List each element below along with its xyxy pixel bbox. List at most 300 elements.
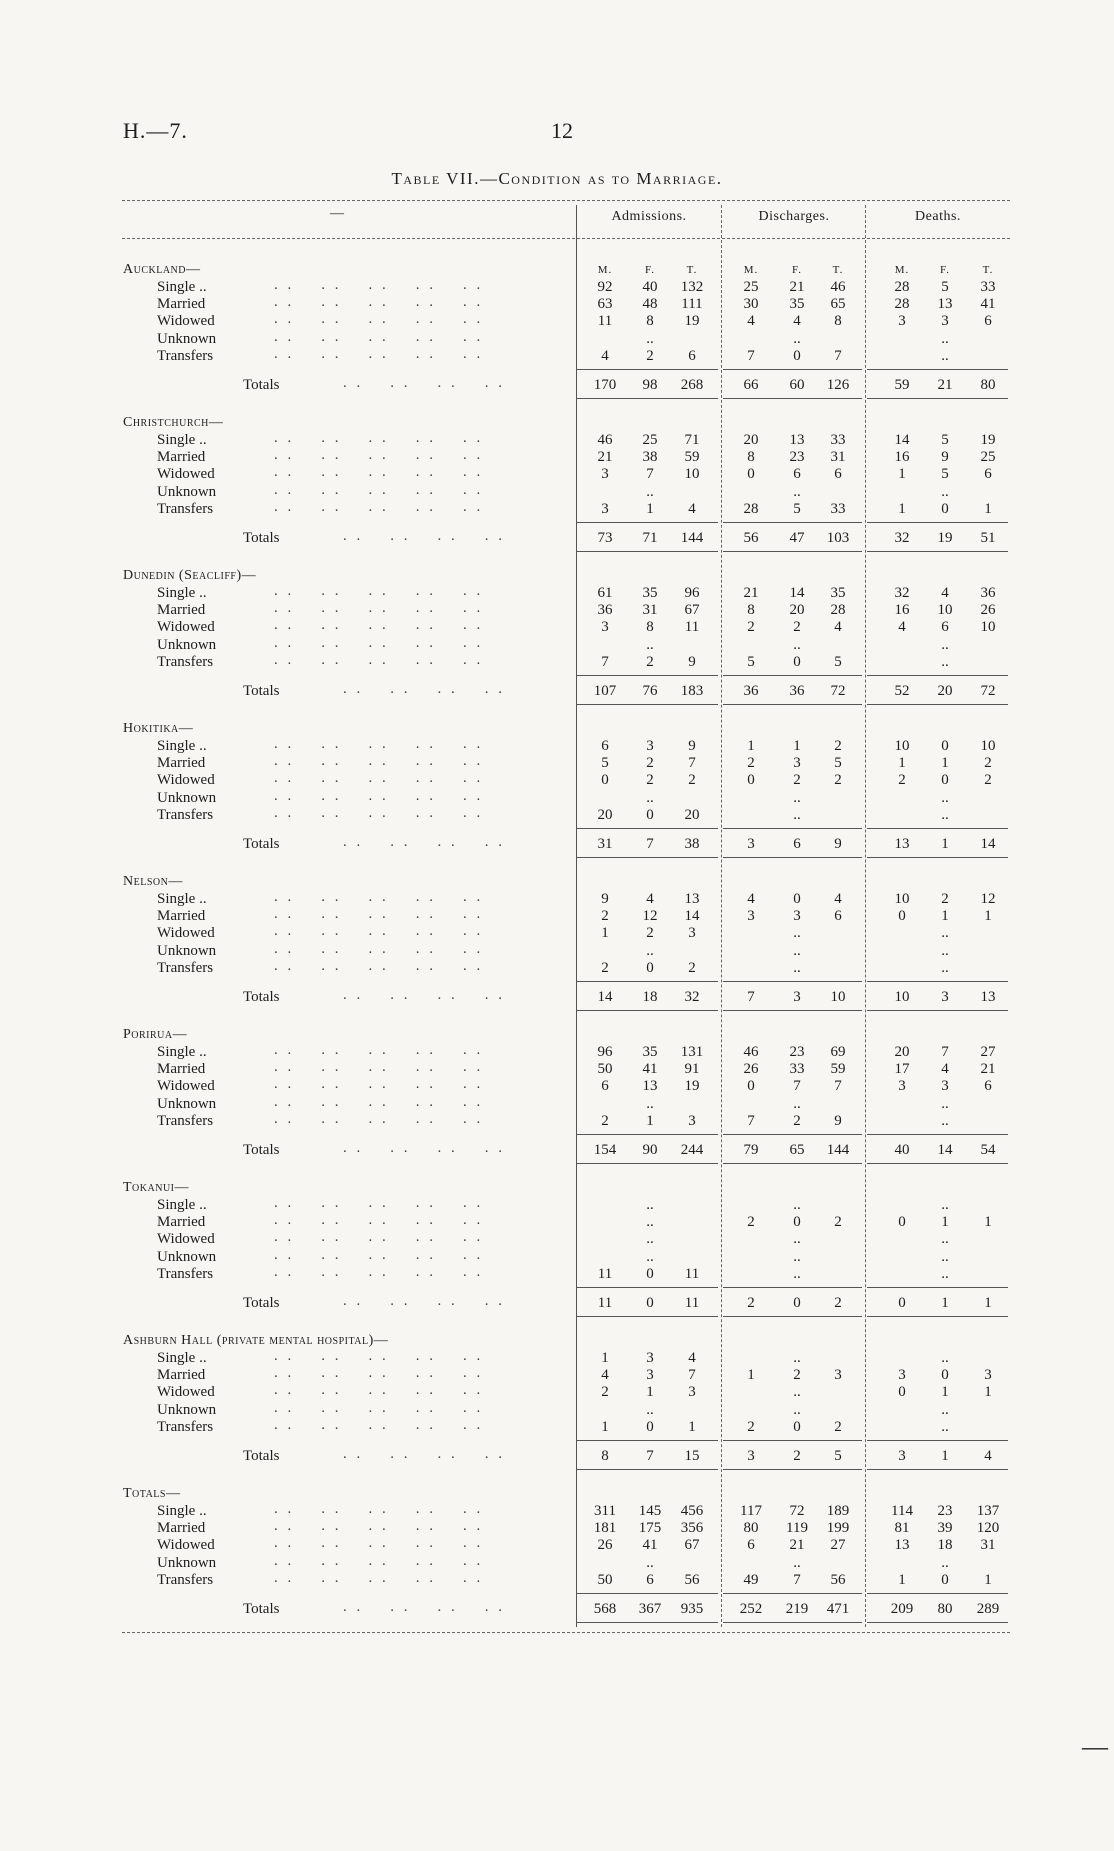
row-label: Single ..: [157, 585, 207, 601]
totals-cell: 76: [642, 683, 658, 699]
totals-cell: 367: [638, 1601, 662, 1617]
totals-rule: [577, 981, 718, 982]
table-cell: 12: [980, 891, 996, 907]
totals-rule: [577, 704, 718, 705]
totals-cell: 71: [642, 530, 658, 546]
table-cell: 30: [743, 296, 759, 313]
totals-cell: 10: [830, 989, 846, 1005]
row-label: Transfers: [157, 1112, 214, 1129]
totals-cell: 154: [593, 1142, 617, 1158]
table-cell: 6: [984, 466, 992, 483]
leader-dots: . . . . . . . .: [343, 528, 505, 544]
table-cell: 59: [830, 1061, 846, 1078]
leader-dots: . . . . . . . . . .: [274, 923, 484, 940]
row-label: Single ..: [157, 1350, 207, 1366]
totals-rule: [867, 1593, 1008, 1594]
leader-dots: . . . . . . . . . .: [274, 583, 484, 599]
table-cell: 1: [793, 738, 801, 754]
totals-cell: 72: [830, 683, 846, 699]
table-cell: 7: [601, 653, 609, 670]
row-label: Transfers: [157, 347, 214, 364]
totals-rule: [723, 522, 862, 523]
table-cell: 41: [642, 1061, 658, 1078]
table-cell: 5: [747, 653, 755, 670]
table-cell: 120: [976, 1520, 1000, 1537]
table-cell: 28: [894, 296, 910, 313]
table-cell: 6: [834, 908, 842, 925]
table-cell: 4: [688, 500, 696, 517]
totals-rule: [723, 981, 862, 982]
institution-name: Tokanui—: [123, 1180, 189, 1195]
table-cell: 10: [980, 619, 996, 636]
totals-cell: 5: [834, 1448, 842, 1464]
table-cell: 7: [646, 466, 654, 483]
totals-cell: 7: [646, 1448, 654, 1464]
totals-cell: 51: [980, 530, 996, 546]
table-cell: 2: [834, 1418, 842, 1435]
table-cell: 2: [747, 755, 755, 772]
leader-dots: . . . . . . . .: [343, 1140, 505, 1156]
table-cell: 6: [834, 466, 842, 483]
row-label: Widowed: [157, 925, 215, 942]
table-cell: 96: [597, 1044, 613, 1060]
leader-dots: . . . . . . . .: [343, 1293, 505, 1309]
table-cell: 2: [793, 1367, 801, 1384]
table-cell: 14: [894, 432, 910, 448]
table-cell: ..: [941, 1554, 949, 1571]
column-subheader: F.: [645, 264, 655, 276]
leader-dots: . . . . . . . . . .: [274, 770, 484, 787]
table-cell: 6: [688, 347, 696, 364]
totals-cell: 1: [941, 1448, 949, 1464]
table-cell: 0: [601, 772, 609, 789]
column-subheader: M.: [743, 264, 759, 276]
top-rule: [122, 200, 1010, 201]
totals-cell: 11: [597, 1295, 613, 1311]
totals-cell: 144: [680, 530, 704, 546]
row-label: Widowed: [157, 313, 215, 330]
table-cell: 0: [941, 500, 949, 517]
table-cell: 25: [980, 449, 996, 466]
leader-dots: . . . . . . . . . .: [274, 736, 484, 752]
table-cell: 19: [684, 1078, 700, 1095]
leader-dots: . . . . . . . . . .: [274, 617, 484, 634]
institution-name: Ashburn Hall (private mental hospital)—: [123, 1333, 389, 1348]
table-cell: 0: [793, 347, 801, 364]
totals-rule: [723, 398, 862, 399]
table-cell: 0: [793, 653, 801, 670]
totals-cell: 1: [941, 836, 949, 852]
table-cell: 11: [684, 619, 700, 636]
table-cell: 117: [740, 1503, 762, 1519]
row-label: Married: [157, 755, 206, 772]
table-cell: 5: [941, 466, 949, 483]
table-cell: 7: [941, 1044, 949, 1060]
leader-dots: . . . . . . . .: [343, 1599, 505, 1615]
table-cell: 35: [830, 585, 846, 601]
table-cell: 9: [601, 891, 609, 907]
table-cell: 71: [684, 432, 700, 448]
table-cell: 26: [743, 1061, 759, 1078]
totals-cell: 471: [826, 1601, 850, 1617]
table-cell: 10: [937, 602, 953, 619]
table-cell: 0: [898, 1214, 906, 1231]
totals-rule: [723, 1622, 862, 1623]
table-cell: ..: [646, 1197, 654, 1213]
totals-cell: 65: [789, 1142, 805, 1158]
totals-label: Totals: [243, 989, 280, 1005]
column-subheader: F.: [940, 264, 950, 276]
table-cell: 67: [684, 1537, 700, 1554]
table-cell: 4: [747, 313, 755, 330]
table-cell: 35: [642, 585, 658, 601]
table-cell: 7: [747, 347, 755, 364]
table-cell: 46: [597, 432, 613, 448]
leader-dots: . . . . . . . . . .: [274, 906, 484, 923]
table-cell: 189: [826, 1503, 850, 1519]
table-cell: ..: [793, 1384, 801, 1401]
table-cell: 25: [743, 279, 759, 295]
table-cell: 181: [593, 1520, 617, 1537]
totals-label: Totals: [243, 683, 280, 699]
table-cell: 4: [601, 347, 609, 364]
table-cell: ..: [793, 942, 801, 959]
totals-cell: 38: [684, 836, 700, 852]
table-cell: 12: [642, 908, 658, 925]
leader-dots: . . . . . . . . . .: [274, 294, 484, 311]
table-cell: 4: [688, 1350, 696, 1366]
table-cell: 6: [984, 1078, 992, 1095]
row-label: Transfers: [157, 1571, 214, 1588]
leader-dots: . . . . . . . . . .: [274, 634, 484, 651]
table-cell: ..: [941, 1197, 949, 1213]
table-cell: 28: [743, 500, 759, 517]
table-cell: 6: [646, 1571, 654, 1588]
table-cell: 0: [646, 1418, 654, 1435]
totals-cell: 32: [684, 989, 700, 1005]
totals-cell: 52: [894, 683, 910, 699]
totals-cell: 2: [747, 1295, 755, 1311]
table-cell: 26: [597, 1537, 613, 1554]
totals-rule: [577, 1163, 718, 1164]
table-cell: ..: [646, 330, 654, 347]
row-label: Widowed: [157, 466, 215, 483]
table-cell: 2: [793, 619, 801, 636]
totals-cell: 14: [597, 989, 613, 1005]
table-cell: ..: [793, 1095, 801, 1112]
table-cell: ..: [646, 1095, 654, 1112]
table-cell: 3: [984, 1367, 992, 1384]
table-cell: 10: [684, 466, 700, 483]
table-cell: 39: [937, 1520, 953, 1537]
table-cell: 23: [937, 1503, 953, 1519]
table-cell: ..: [646, 1401, 654, 1418]
table-cell: 27: [830, 1537, 846, 1554]
table-cell: 4: [747, 891, 755, 907]
table-cell: 63: [597, 296, 613, 313]
table-cell: ..: [941, 330, 949, 347]
table-cell: ..: [793, 789, 801, 806]
table-cell: 2: [984, 772, 992, 789]
table-cell: 65: [830, 296, 846, 313]
totals-rule: [577, 1316, 718, 1317]
totals-rule: [867, 828, 1008, 829]
totals-rule: [723, 369, 862, 370]
table-cell: 5: [601, 755, 609, 772]
totals-cell: 9: [834, 836, 842, 852]
table-cell: 59: [684, 449, 700, 466]
table-cell: ..: [941, 925, 949, 942]
totals-cell: 0: [793, 1295, 801, 1311]
table-cell: 0: [747, 466, 755, 483]
totals-cell: 15: [684, 1448, 700, 1464]
column-subheader: M.: [597, 264, 613, 276]
table-cell: 0: [793, 1418, 801, 1435]
table-cell: ..: [941, 959, 949, 976]
table-cell: 49: [743, 1571, 759, 1588]
totals-cell: 79: [743, 1142, 759, 1158]
row-label: Transfers: [157, 500, 214, 517]
table-cell: 456: [680, 1503, 704, 1519]
totals-rule: [577, 828, 718, 829]
table-cell: 28: [830, 602, 846, 619]
row-label: Married: [157, 1520, 206, 1537]
table-cell: 4: [941, 585, 949, 601]
totals-cell: 54: [980, 1142, 996, 1158]
table-cell: ..: [646, 636, 654, 653]
row-label: Widowed: [157, 619, 215, 636]
totals-rule: [867, 1010, 1008, 1011]
table-cell: 8: [646, 619, 654, 636]
row-label: Married: [157, 1367, 206, 1384]
table-cell: 0: [941, 738, 949, 754]
table-cell: ..: [646, 1214, 654, 1231]
totals-label: Totals: [243, 1295, 280, 1311]
row-label: Single ..: [157, 432, 207, 448]
totals-cell: 3: [747, 836, 755, 852]
row-label: Unknown: [157, 483, 217, 500]
table-cell: 7: [834, 1078, 842, 1095]
row-label: Widowed: [157, 1537, 215, 1554]
table-cell: 1: [898, 755, 906, 772]
table-cell: ..: [941, 789, 949, 806]
table-cell: 1: [941, 1384, 949, 1401]
table-cell: ..: [793, 330, 801, 347]
table-cell: 3: [688, 1112, 696, 1129]
table-cell: 92: [597, 279, 613, 295]
discharges-divider: [865, 205, 866, 1627]
totals-rule: [867, 1134, 1008, 1135]
row-label: Widowed: [157, 772, 215, 789]
leader-dots: . . . . . . . . . .: [274, 1552, 484, 1569]
totals-rule: [723, 551, 862, 552]
stub-divider: [576, 205, 577, 1627]
admissions-divider: [721, 205, 722, 1627]
table-cell: 1: [984, 1384, 992, 1401]
column-subheader: T.: [686, 264, 698, 276]
deaths-header: Deaths.: [915, 209, 961, 224]
row-label: Transfers: [157, 806, 214, 823]
totals-rule: [867, 1287, 1008, 1288]
row-label: Transfers: [157, 1418, 214, 1435]
leader-dots: . . . . . . . . . .: [274, 1399, 484, 1416]
row-label: Unknown: [157, 1095, 217, 1112]
leader-dots: . . . . . . . . . .: [274, 1110, 484, 1127]
leader-dots: . . . . . . . . . .: [274, 787, 484, 804]
table-cell: 16: [894, 449, 910, 466]
row-label: Single ..: [157, 1044, 207, 1060]
totals-rule: [577, 1010, 718, 1011]
table-cell: 72: [789, 1503, 805, 1519]
table-cell: 9: [688, 653, 696, 670]
table-cell: 19: [684, 313, 700, 330]
totals-rule: [723, 675, 862, 676]
table-cell: ..: [941, 1112, 949, 1129]
table-cell: 25: [642, 432, 658, 448]
leader-dots: . . . . . . . . . .: [274, 1263, 484, 1280]
totals-rule: [867, 1622, 1008, 1623]
table-cell: ..: [941, 1350, 949, 1366]
table-cell: ..: [941, 483, 949, 500]
table-cell: 11: [597, 313, 613, 330]
table-cell: 0: [898, 908, 906, 925]
row-label: Single ..: [157, 279, 207, 295]
table-cell: 3: [601, 500, 609, 517]
totals-cell: 2: [834, 1295, 842, 1311]
totals-cell: 219: [785, 1601, 809, 1617]
table-cell: 13: [894, 1537, 910, 1554]
table-cell: 2: [601, 1384, 609, 1401]
table-cell: ..: [941, 347, 949, 364]
table-cell: 1: [747, 1367, 755, 1384]
row-label: Unknown: [157, 789, 217, 806]
row-label: Transfers: [157, 653, 214, 670]
table-cell: ..: [793, 1231, 801, 1248]
table-cell: 7: [793, 1078, 801, 1095]
leader-dots: . . . . . . . . . .: [274, 464, 484, 481]
institution-name: Totals—: [123, 1486, 181, 1501]
table-cell: 1: [646, 500, 654, 517]
table-cell: 6: [747, 1537, 755, 1554]
table-cell: 4: [898, 619, 906, 636]
totals-rule: [867, 398, 1008, 399]
row-label: Married: [157, 449, 206, 466]
table-cell: 2: [601, 1112, 609, 1129]
table-cell: ..: [941, 1095, 949, 1112]
table-cell: 0: [646, 806, 654, 823]
table-cell: 1: [688, 1418, 696, 1435]
row-label: Single ..: [157, 1197, 207, 1213]
table-cell: 2: [834, 1214, 842, 1231]
table-cell: 20: [743, 432, 759, 448]
table-cell: 5: [793, 500, 801, 517]
totals-cell: 8: [601, 1448, 609, 1464]
table-cell: ..: [941, 653, 949, 670]
table-cell: 4: [793, 313, 801, 330]
leader-dots: . . . . . . . .: [343, 834, 505, 850]
leader-dots: . . . . . . . . . .: [274, 1042, 484, 1058]
leader-dots: . . . . . . . . . .: [274, 1195, 484, 1211]
totals-rule: [723, 828, 862, 829]
table-cell: 1: [984, 908, 992, 925]
institution-name: Porirua—: [123, 1027, 188, 1042]
table-cell: 356: [680, 1520, 704, 1537]
table-cell: ..: [941, 1265, 949, 1282]
table-cell: 5: [941, 432, 949, 448]
table-cell: 8: [747, 602, 755, 619]
table-cell: 35: [642, 1044, 658, 1060]
table-cell: 23: [789, 1044, 805, 1060]
table-cell: ..: [793, 483, 801, 500]
totals-cell: 0: [646, 1295, 654, 1311]
table-cell: 9: [834, 1112, 842, 1129]
table-cell: 27: [980, 1044, 996, 1060]
totals-rule: [867, 369, 1008, 370]
totals-cell: 1: [984, 1295, 992, 1311]
leader-dots: . . . . . . . . . .: [274, 889, 484, 905]
table-cell: 20: [597, 806, 613, 823]
leader-dots: . . . . . . . . . .: [274, 1365, 484, 1382]
table-cell: ..: [793, 959, 801, 976]
table-cell: 3: [793, 908, 801, 925]
totals-rule: [867, 1440, 1008, 1441]
table-cell: 6: [793, 466, 801, 483]
totals-cell: 36: [789, 683, 805, 699]
table-cell: 13: [642, 1078, 658, 1095]
leader-dots: . . . . . . . . . .: [274, 1382, 484, 1399]
table-cell: 1: [941, 1214, 949, 1231]
leader-dots: . . . . . . . . . .: [274, 1416, 484, 1433]
table-cell: 2: [688, 959, 696, 976]
column-subheader: T.: [982, 264, 994, 276]
table-cell: 21: [980, 1061, 996, 1078]
table-cell: 0: [941, 772, 949, 789]
table-cell: 3: [898, 1367, 906, 1384]
table-cell: 2: [898, 772, 906, 789]
table-cell: 80: [743, 1520, 759, 1537]
table-cell: 2: [834, 738, 842, 754]
totals-cell: 80: [980, 377, 996, 393]
table-cell: 9: [688, 738, 696, 754]
table-cell: 46: [830, 279, 846, 295]
table-cell: 21: [789, 1537, 805, 1554]
table-cell: 7: [834, 347, 842, 364]
row-label: Married: [157, 1061, 206, 1078]
totals-rule: [577, 1287, 718, 1288]
row-label: Married: [157, 1214, 206, 1231]
totals-label: Totals: [243, 1601, 280, 1617]
row-label: Transfers: [157, 1265, 214, 1282]
table-cell: 38: [642, 449, 658, 466]
table-cell: 2: [601, 959, 609, 976]
table-cell: 2: [688, 772, 696, 789]
table-cell: 3: [688, 1384, 696, 1401]
row-label: Transfers: [157, 959, 214, 976]
table-cell: 56: [684, 1571, 700, 1588]
table-cell: ..: [941, 1231, 949, 1248]
table-cell: ..: [941, 1418, 949, 1435]
table-cell: 3: [898, 1078, 906, 1095]
table-cell: 3: [898, 313, 906, 330]
leader-dots: . . . . . . . . . .: [274, 651, 484, 668]
table-cell: 7: [747, 1112, 755, 1129]
table-cell: 2: [834, 772, 842, 789]
totals-cell: 36: [743, 683, 759, 699]
table-cell: 7: [793, 1571, 801, 1588]
table-cell: 11: [597, 1265, 613, 1282]
table-cell: 311: [594, 1503, 616, 1519]
table-cell: 19: [980, 432, 996, 448]
